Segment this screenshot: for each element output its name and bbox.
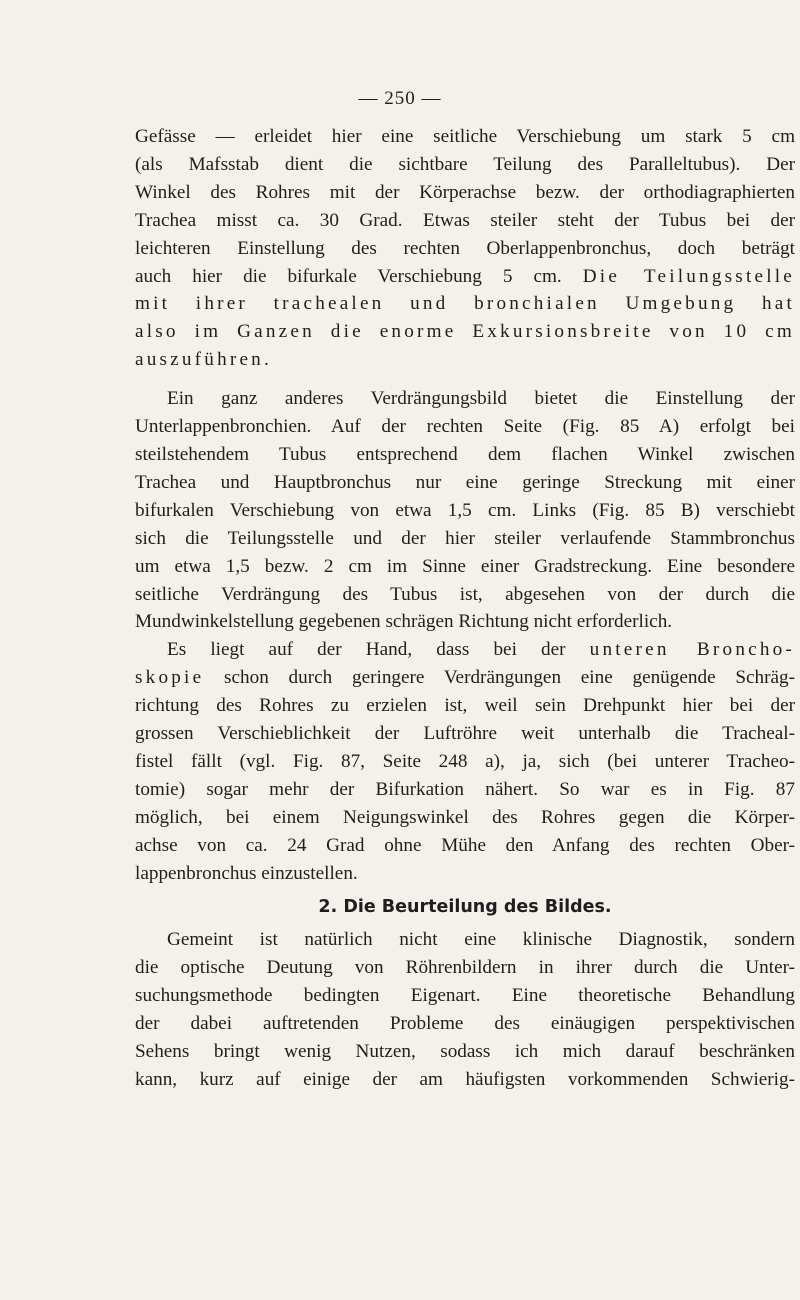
text-line: Gemeint ist natürlich nicht eine klinische Diagnostik, sondern (167, 929, 795, 951)
text-line: Trachea misst ca. 30 Grad. Etwas steiler steht der Tubus bei der (135, 209, 795, 231)
text-line: Unterlappenbronchien. Auf der rechten Seite (Fig. 85 A) erfolgt bei (135, 416, 795, 438)
text-line: steilstehendem Tubus entsprechend dem flachen Winkel zwischen (135, 443, 795, 465)
text-line: lappenbronchus einzustellen. (135, 862, 358, 884)
text-line: Mundwinkelstellung gegebenen schrägen Richtung nicht erforderlich. (135, 611, 673, 633)
text-line: sich die Teilungsstelle und der hier steiler verlaufende Stammbronchus (135, 527, 795, 549)
section-heading: 2. Die Beurteilung des Bildes. (318, 897, 612, 918)
text-line: der dabei auftretenden Probleme des einäugigen perspektivischen (135, 1013, 795, 1035)
emphasized-text: Die Teilungsstelle (582, 265, 795, 287)
text-line: Sehens bringt wenig Nutzen, sodass ich mich darauf beschränken (135, 1041, 795, 1063)
text-line: Winkel des Rohres mit der Körperachse bezw. der orthodiagraphierten (135, 181, 795, 203)
paragraph-2 (135, 385, 795, 636)
text-segment: Es liegt auf der Hand, dass bei der (167, 639, 566, 661)
text-line: kann, kurz auf einige der am häufigsten vorkommenden Schwierig- (135, 1069, 795, 1090)
text-line-mixed (135, 263, 795, 291)
text-line: richtung des Rohres zu erzielen ist, weil sein Drehpunkt hier bei der (135, 695, 795, 717)
emphasized-text: unteren Broncho- (589, 639, 796, 661)
text-line: fistel fällt (vgl. Fig. 87, Seite 248 a), ja, sich (bei unterer Tracheo- (135, 750, 795, 772)
text-line: achse von ca. 24 Grad ohne Mühe den Anfang des rechten Ober- (135, 834, 795, 856)
emphasized-text: skopie (135, 667, 205, 689)
page-number: — 250 — (358, 88, 442, 109)
paragraph-1 (135, 123, 795, 374)
text-line: möglich, bei einem Neigungswinkel des Rohres gegen die Körper- (135, 806, 795, 828)
emphasized-line: mit ihrer trachealen und bronchialen Umgebung hat (135, 293, 795, 315)
text-line: Ein ganz anderes Verdrängungsbild bietet die Einstellung der (167, 388, 795, 410)
paragraph-4 (135, 926, 795, 1093)
text-line-mixed (135, 664, 795, 692)
text-segment: auch hier die bifurkale Verschiebung 5 cm. (135, 265, 562, 287)
text-line: die optische Deutung von Röhrenbildern in ihrer durch die Unter- (135, 957, 795, 979)
text-line: bifurkalen Verschiebung von etwa 1,5 cm. Links (Fig. 85 B) verschiebt (135, 499, 795, 521)
text-line: grossen Verschieblichkeit der Luftröhre weit unterhalb die Tracheal- (135, 723, 795, 745)
text-line: (als Mafsstab dient die sichtbare Teilung des Paralleltubus). Der (135, 153, 795, 175)
text-line: Trachea und Hauptbronchus nur eine geringe Streckung mit einer (135, 471, 795, 493)
text-line: leichteren Einstellung des rechten Oberlappenbronchus, doch beträgt (135, 237, 795, 259)
emphasized-line: also im Ganzen die enorme Exkursionsbreite von 10 cm (135, 321, 795, 343)
text-line-mixed (135, 636, 795, 664)
page-body (135, 123, 795, 1094)
text-segment: schon durch geringere Verdrängungen eine genügende Schräg- (224, 667, 796, 689)
text-line: suchungsmethode bedingten Eigenart. Eine theoretische Behandlung (135, 985, 795, 1007)
paragraph-3 (135, 636, 795, 887)
text-line: seitliche Verdrängung des Tubus ist, abgesehen von der durch die (135, 583, 795, 605)
text-line: tomie) sogar mehr der Bifurkation nähert. So war es in Fig. 87 (135, 778, 795, 800)
text-line: um etwa 1,5 bezw. 2 cm im Sinne einer Gradstreckung. Eine besondere (135, 555, 795, 577)
emphasized-line: auszuführen. (135, 349, 272, 371)
text-line: Gefässe — erleidet hier eine seitliche Verschiebung um stark 5 cm (135, 126, 795, 147)
